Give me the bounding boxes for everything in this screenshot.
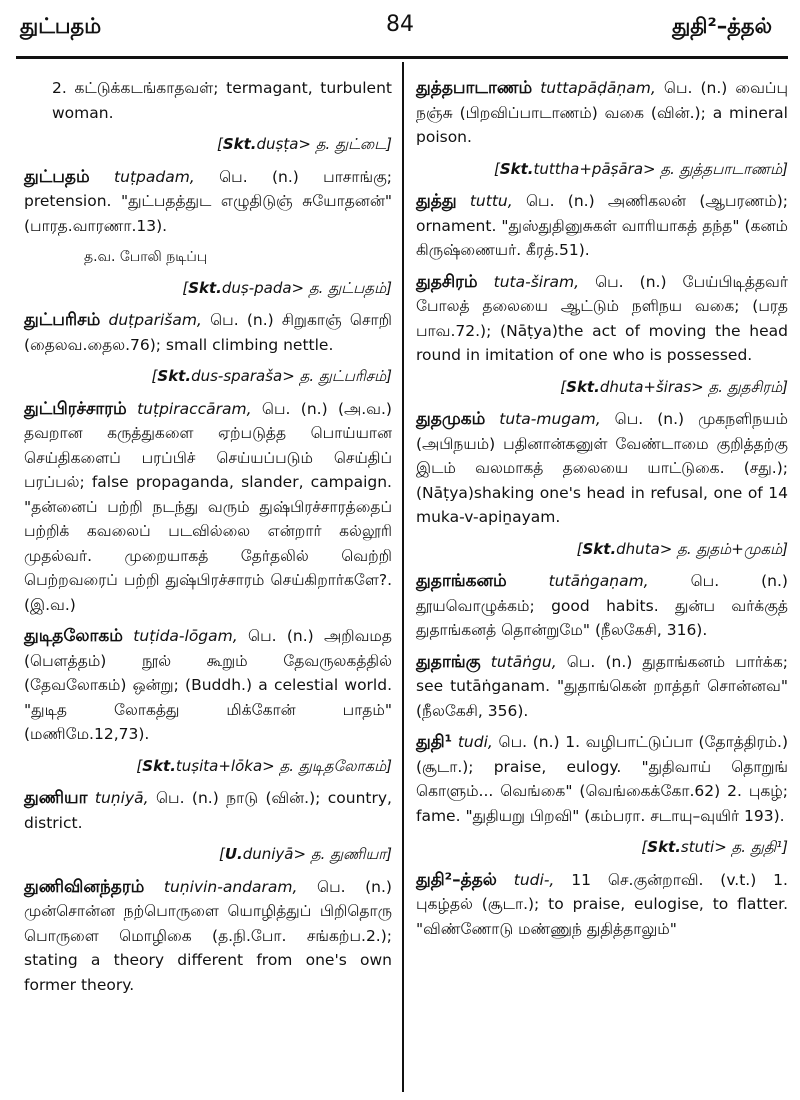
- etymology-source-word: duṣ-pada: [221, 278, 292, 297]
- header-left-guide-word: துட்பதம்: [20, 14, 102, 38]
- etymology-language: Skt.: [647, 838, 681, 856]
- entry-continuation: 2. கட்டுக்கடங்காதவள்; termagant, turbulent woman.: [52, 79, 392, 122]
- etymology-language: Skt.: [222, 135, 257, 153]
- transliteration: tuta-mugam,: [499, 410, 601, 428]
- etymology: [U.duniyā> த. துணியா]: [218, 845, 392, 863]
- definition: பெ. (n.) துதாங்கனம் பார்க்க; see tutāṅganam. "துதாங்கென் றாத்தர் சொன்னவ" (நீலகேசி, 356).: [416, 652, 788, 720]
- etymology-language: U.: [224, 845, 243, 863]
- etymology-language: Skt.: [499, 159, 534, 178]
- etymology: [Skt.stuti> த. துதி¹]: [641, 838, 788, 856]
- page-header: [0, 8, 800, 48]
- etymology-language: Skt.: [582, 539, 617, 558]
- headword: துடிதலோகம்: [24, 626, 123, 646]
- transliteration: tuṇiyā,: [94, 789, 149, 807]
- transliteration: tuṇivin-andaram,: [163, 877, 298, 896]
- dictionary-entry: [416, 407, 788, 530]
- dictionary-entry: [24, 875, 392, 998]
- page-number: 84: [386, 12, 414, 37]
- etymology: [Skt.tuṣita+lōka> த. துடிதலோகம்]: [136, 756, 392, 775]
- etymology: [Skt.tuttha+pāṣāra> த. துத்தபாடாணம்]: [494, 159, 788, 178]
- definition: பெ. (n.) வைப்பு நஞ்சு (பிறவிப்பாடாணம்) வகை (வின்.); a mineral poison.: [416, 79, 788, 146]
- dictionary-entry: [416, 76, 788, 150]
- dictionary-entry: [416, 868, 788, 942]
- headword: துதாங்கு: [416, 651, 481, 672]
- dictionary-entry: [416, 650, 788, 724]
- etymology: [Skt.duṣṭa> த. துட்டை]: [216, 135, 392, 153]
- definition: பெ. (n.) நாடு (வின்.); country, district.: [24, 789, 392, 832]
- transliteration: tuṭpiraccāram,: [137, 399, 252, 418]
- transliteration: tudi-,: [513, 870, 555, 889]
- etymology-source-word: dhuta: [616, 539, 660, 558]
- etymology-source-word: tuṣita+lōka: [175, 756, 263, 775]
- right-column: [416, 76, 788, 948]
- headword: துதசிரம்: [416, 271, 478, 292]
- etymology-target: > த. துதி¹]: [714, 838, 788, 856]
- headword: துதி¹: [416, 732, 453, 752]
- etymology-language: Skt.: [188, 278, 222, 297]
- transliteration: tudi,: [457, 733, 493, 751]
- transliteration: tuttu,: [469, 192, 513, 210]
- headword: துட்பதம்: [24, 166, 90, 187]
- transliteration: tuṭida-lōgam,: [133, 627, 238, 645]
- definition: பெ. (n.) பாசாங்கு; pretension. "துட்பதத்துட எழுதிடுஞ் சுயோதனன்" (பாரத.வாரணா.13).: [24, 167, 392, 235]
- headword: துதமுகம்: [416, 409, 486, 429]
- etymology: [Skt.dus-sparaša> த. துட்பரிசம்]: [151, 367, 392, 385]
- etymology-source-word: dhuta+širas: [599, 377, 692, 396]
- etymology: [Skt.dhuta+širas> த. துதசிரம்]: [560, 377, 788, 396]
- definition: பெ. (n.) 1. வழிபாட்டுப்பா (தோத்திரம்.) (சூடா.); praise, eulogy. "துதிவாய் தொறுங் கொளும்... வெங்கை" (வெங்கைக்கோ.62) 2. புகழ்; fame. "துதியறு பிறவி" (கம்பரா. சடாயு–வுயிர் 193).: [416, 733, 788, 825]
- etymology-source-word: dus-sparaša: [191, 367, 283, 385]
- definition: பெ. (n.) பேய்பிடித்தவர் போலத் தலையை ஆட்டும் நளிநய வகை; (பரத பாவ.72.); (Nāṭya)the act of moving the head round in imitation of one who is possessed.: [416, 272, 788, 364]
- etymology-target: > த. துடிதலோகம்]: [262, 756, 392, 775]
- column-divider: [402, 62, 404, 1092]
- dictionary-entry: [416, 189, 788, 263]
- etymology-language: Skt.: [157, 367, 192, 385]
- headword: துதி²–த்தல்: [416, 869, 497, 890]
- etymology-language: Skt.: [142, 756, 176, 775]
- dictionary-entry: [24, 308, 392, 357]
- transliteration: tutāṅgaṇam,: [548, 572, 649, 590]
- transliteration: tutāṅgu,: [490, 652, 557, 671]
- transliteration: tuṭpadam,: [114, 167, 195, 186]
- definition: பெ. (n.) அறிவமத (பௌத்தம்) நூல் கூறும் தேவருலகத்தில் (தேவலோகம்) ஒன்று; (Buddh.) a celestial world. "துடித லோகத்து மிக்கோன் பாதம்" (மணிமே.12,73).: [24, 627, 392, 743]
- header-right-guide-word: துதி²–த்தல்: [672, 14, 772, 38]
- dictionary-entry: [416, 270, 788, 368]
- headword: துத்து: [416, 191, 457, 211]
- headword: துணியா: [24, 788, 88, 808]
- etymology-language: Skt.: [566, 377, 600, 396]
- transliteration: tuta-širam,: [493, 272, 580, 291]
- headword: துணிவினந்தரம்: [24, 876, 145, 897]
- dictionary-entry: [24, 397, 392, 618]
- etymology-target: > த. துட்டை]: [298, 135, 392, 153]
- headword: துதாங்கனம்: [416, 571, 507, 591]
- headword: துத்தபாடாணம்: [416, 78, 533, 98]
- dictionary-entry: [24, 165, 392, 239]
- transliteration: tuttapāḍāṇam,: [540, 79, 656, 97]
- etymology-target: > த. துட்பதம்]: [291, 278, 392, 297]
- header-rule: [16, 56, 788, 59]
- definition: பெ. (n.) முன்சொன்ன நற்பொருளை யொழித்துப் பிறிதொரு பொருளை மொழிகை (த.நி.போ. சங்கற்ப.2.); stating a theory different from one's own former theory.: [24, 877, 392, 994]
- etymology-target: > த. துதம்+முகம்]: [659, 539, 788, 558]
- etymology-source-word: stuti: [680, 838, 715, 856]
- usage-note: த.வ. போலி நடிப்பு: [84, 249, 208, 265]
- definition: பெ. (n.) சிறுகாஞ் சொறி (தைலவ.தைல.76); small climbing nettle.: [24, 311, 392, 354]
- etymology: [Skt.dhuta> த. துதம்+முகம்]: [576, 539, 788, 558]
- dictionary-entry: [416, 569, 788, 643]
- headword: துட்பிரச்சாரம்: [24, 398, 127, 419]
- dictionary-entry: [24, 624, 392, 747]
- etymology-target: > த. துணியா]: [293, 845, 392, 863]
- etymology-source-word: duṣṭa: [256, 135, 299, 153]
- definition: பெ. (n.) அணிகலன் (ஆபரணம்); ornament. "துஸ்துதினுசுகள் வாரியாகத் தந்த" (கனம் கிருஷ்ணையர். கீரத்.51).: [416, 192, 788, 259]
- etymology-source-word: tuttha+pāṣāra: [533, 159, 644, 178]
- transliteration: duṭparišam,: [108, 311, 202, 329]
- etymology-source-word: duniyā: [242, 845, 294, 863]
- etymology-target: > த. துதசிரம்]: [691, 377, 788, 396]
- dictionary-entry: [24, 786, 392, 835]
- definition: பெ. (n.) முகநளிநயம் (அபிநயம்) பதினான்கனுள் வேண்டாமை குறித்தற்கு இடம் வலமாகத் தலையை யாட்டுகை. (சது.); (Nāṭya)shaking one's head in refusal, one of 14 muka-v-apiṉayam.: [416, 410, 788, 526]
- etymology-target: > த. துத்தபாடாணம்]: [643, 159, 788, 178]
- dictionary-entry: [416, 730, 788, 828]
- definition: பெ. (n.) தூயவொழுக்கம்; good habits. துன்ப வர்க்குத் துதாங்கனத் தொன்றுமே" (நீலகேசி, 316).: [416, 572, 788, 639]
- definition: 11 செ.குன்றாவி. (v.t.) 1. புகழ்தல் (சூடா.); to praise, eulogise, to flatter. "விண்ணோடு மண்ணுந் துதித்தாலும்": [416, 870, 788, 938]
- left-column: [24, 76, 392, 1004]
- definition: பெ. (n.) (அ.வ.) தவறான கருத்துகளை ஏற்படுத்த பொய்யான செய்திகளைப் பரப்பிச் செய்யப்படும் செய்திப் பரப்பல்; false propaganda, slander, campaign. "தன்னைப் பற்றி நடந்து வரும் துஷ்பிரச்சாரத்தைப் பற்றிக் கவலைப் படவில்லை என்றார் கல்லூரி முதல்வர். முறையாகத் தேர்தலில் வெற்றி பெற்றவரைப் பற்றி துஷ்பிரச்சாரம் செய்கிறார்களே?. (இ.வ.): [24, 399, 392, 614]
- etymology-target: > த. துட்பரிசம்]: [282, 367, 392, 385]
- etymology: [Skt.duṣ-pada> த. துட்பதம்]: [182, 278, 392, 297]
- headword: துட்பரிசம்: [24, 310, 101, 330]
